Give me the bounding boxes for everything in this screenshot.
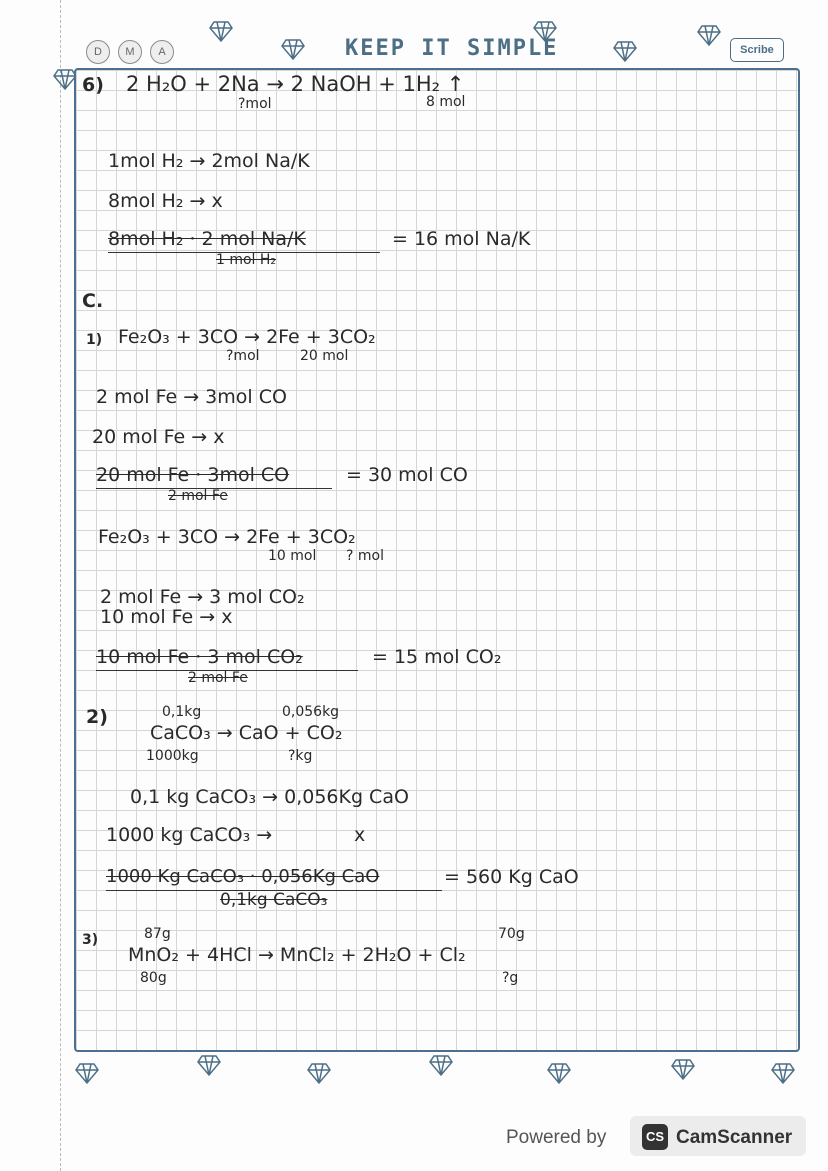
calc-numerator [108, 228, 306, 250]
annotation-cl2-top: 70g [498, 926, 525, 942]
diamond-icon [532, 18, 558, 44]
diamond-icon [546, 1060, 572, 1086]
ratio-line-2: 8mol H₂ → x [108, 190, 223, 212]
annotation-cl2-bottom: ?g [502, 970, 519, 986]
diamond-icon [770, 1060, 796, 1086]
annotation-fe2: 10 mol [268, 548, 317, 564]
equation-c1-b: Fe₂O₃ + 3CO → 2Fe + 3CO₂ [98, 526, 356, 548]
ratio-line-1: 1mol H₂ → 2mol Na/K [108, 150, 310, 172]
annotation-mno2-bottom: 80g [140, 970, 167, 986]
camscanner-name: CamScanner [676, 1127, 793, 1148]
dma-circle-a: A [150, 40, 174, 64]
section-label-c: C. [82, 290, 104, 312]
grid-sheet [74, 68, 800, 1052]
diamond-icon [74, 1060, 100, 1086]
margin-line [60, 0, 61, 1171]
camscanner-logo-icon: CS [642, 1124, 668, 1150]
calc-c2-result: = 560 Kg CaO [444, 866, 579, 888]
calc-c1-numerator: 20 mol Fe · 3mol CO [96, 464, 290, 486]
annotation-caco3-top: 0,1kg [162, 704, 202, 720]
calc-c1b-denominator: 2 mol Fe [188, 670, 248, 686]
diamond-icon [696, 22, 722, 48]
powered-by-text: Powered by [506, 1127, 607, 1148]
annotation-h2: 8 mol [426, 94, 466, 110]
calc-result: = 16 mol Na/K [392, 228, 531, 250]
ratio-line-c2-2-x: x [354, 824, 366, 846]
annotation-na: ?mol [238, 96, 272, 112]
diamond-icon [428, 1052, 454, 1078]
ratio-line-c2-2: 1000 kg CaCO₃ → [106, 824, 273, 846]
page-title: KEEP IT SIMPLE [345, 36, 559, 61]
diamond-icon [306, 1060, 332, 1086]
annotation-cao-bottom: ?kg [288, 748, 313, 764]
diamond-icon [280, 36, 306, 62]
calc-c2-denominator: 0,1kg CaCO₃ [220, 890, 328, 910]
equation-c1: Fe₂O₃ + 3CO → 2Fe + 3CO₂ [118, 326, 376, 348]
diamond-icon [670, 1056, 696, 1082]
problem-label-6: 6) [82, 74, 104, 96]
calc-c1-result: = 30 mol CO [346, 464, 468, 486]
ratio-line-c1-3: 2 mol Fe → 3 mol CO₂ [100, 586, 305, 608]
calc-denominator: 1 mol H₂ [216, 252, 277, 268]
problem-label-c1: 1) [86, 332, 103, 348]
annotation-co2: ? mol [346, 548, 384, 564]
calc-c1-denominator: 2 mol Fe [168, 488, 228, 504]
problem-label-c2: 2) [86, 706, 108, 728]
annotation-mno2-top: 87g [144, 926, 171, 942]
equation-6: 2 H₂O + 2Na → 2 NaOH + 1H₂ ↑ [126, 72, 465, 96]
annotation-cao-top: 0,056kg [282, 704, 340, 720]
ratio-line-c1-4: 10 mol Fe → x [100, 606, 233, 628]
diamond-icon [196, 1052, 222, 1078]
equation-c3: MnO₂ + 4HCl → MnCl₂ + 2H₂O + Cl₂ [128, 944, 466, 966]
calc-c2-numerator: 1000 Kg CaCO₃ · 0,056Kg CaO [106, 866, 380, 887]
ratio-line-c1-1: 2 mol Fe → 3mol CO [96, 386, 287, 408]
dma-circle-d: D [86, 40, 110, 64]
ratio-line-c1-2: 20 mol Fe → x [92, 426, 225, 448]
dma-circle-m: M [118, 40, 142, 64]
page-header [0, 18, 828, 74]
diamond-icon [612, 38, 638, 64]
annotation-caco3-bottom: 1000kg [146, 748, 199, 764]
equation-c2: CaCO₃ → CaO + CO₂ [150, 722, 343, 744]
diamond-icon [208, 18, 234, 44]
calc-numerator-text: 8mol H₂ · 2 mol Na/K [108, 228, 306, 250]
annotation-fe: 20 mol [300, 348, 349, 364]
brand-badge: Scribe [730, 38, 784, 62]
ratio-line-c2-1: 0,1 kg CaCO₃ → 0,056Kg CaO [130, 786, 409, 808]
annotation-co: ?mol [226, 348, 260, 364]
calc-c1b-numerator: 10 mol Fe · 3 mol CO₂ [96, 646, 303, 668]
calc-c1b-result: = 15 mol CO₂ [372, 646, 502, 668]
problem-label-c3: 3) [82, 932, 99, 948]
